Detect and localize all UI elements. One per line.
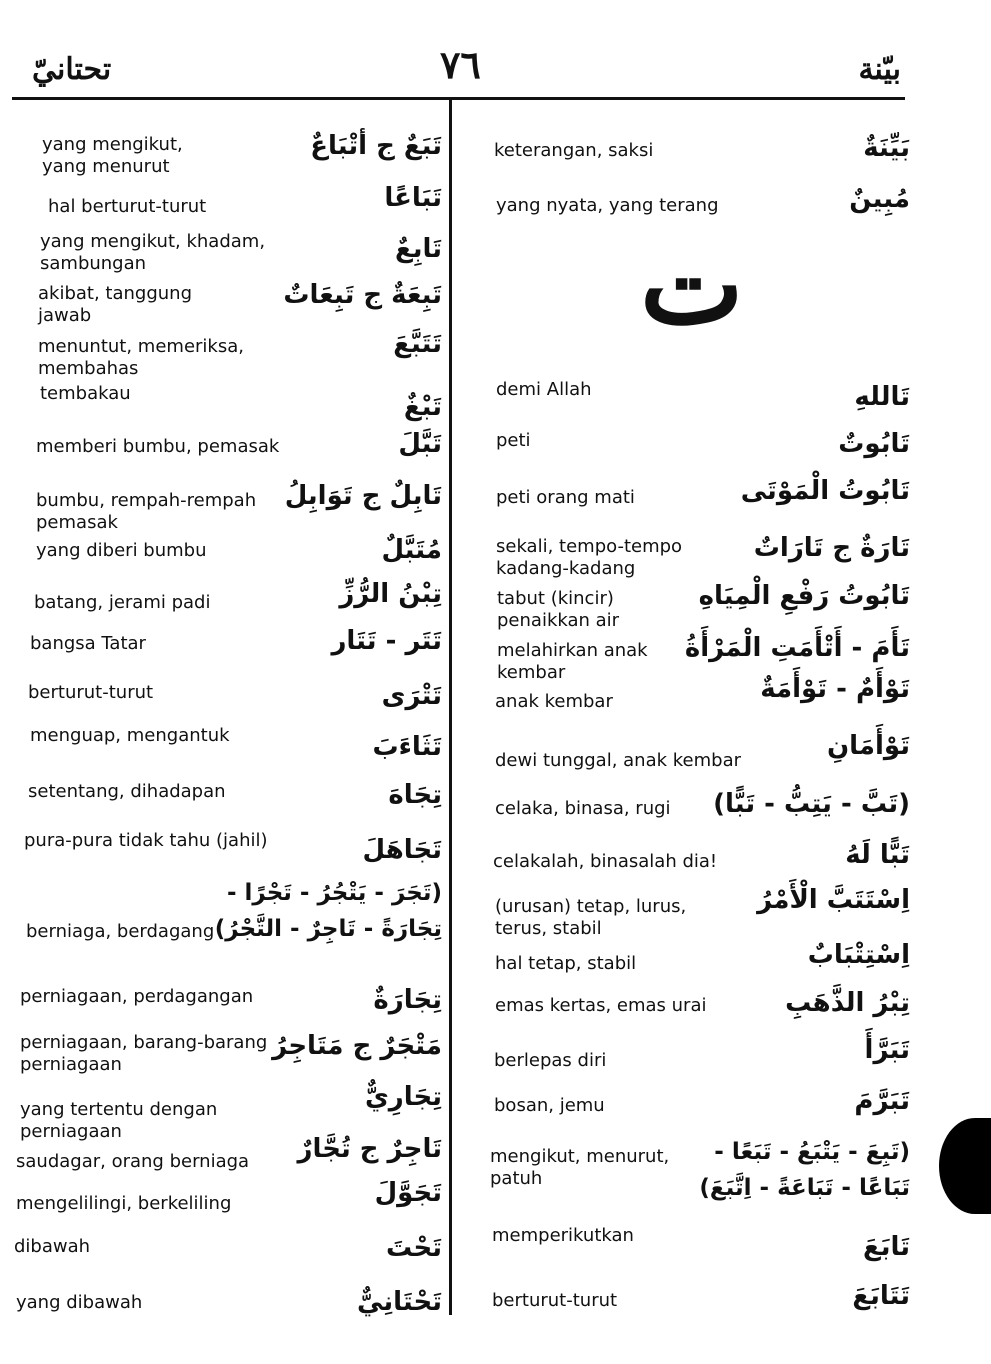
entry-meaning: bumbu, rempah-rempah pemasak — [36, 490, 257, 533]
entry-right — [495, 789, 910, 828]
entry-arabic: تَبًّا لَهُ — [845, 840, 910, 870]
entry-arabic: تَجَوَّلَ — [374, 1178, 442, 1208]
entry-arabic: تَتَر - تَتَار — [331, 626, 442, 656]
entry-arabic: مَتْجَرٌ ج مَتَاجِرُ — [272, 1031, 442, 1061]
entry-meaning: mengelilingi, berkeliling — [16, 1193, 232, 1214]
entry-left — [36, 535, 442, 570]
entry-meaning: yang mengikut, yang menurut — [42, 134, 183, 177]
entry-right — [492, 1225, 910, 1262]
entry-meaning: memberi bumbu, pemasak — [36, 436, 280, 457]
entry-meaning: berturut-turut — [28, 682, 154, 703]
entry-meaning: batang, jerami padi — [34, 592, 211, 613]
entry-meaning: bangsa Tatar — [30, 633, 146, 654]
entry-arabic: تَتَبَّعَ — [393, 329, 442, 359]
entry-right — [495, 988, 910, 1025]
entry-arabic: تَتْرَى — [381, 681, 442, 711]
header-left-word: تحتانيّ — [32, 52, 112, 87]
entry-meaning: sekali, tempo-tempo kadang-kadang — [496, 536, 683, 579]
page-number: ٧٦ — [440, 42, 481, 87]
entry-arabic: تِجَارِيٌّ — [364, 1082, 442, 1112]
entry-arabic: تَابُوتٌ — [838, 429, 910, 459]
entry-meaning: mengikut, menurut, patuh — [490, 1146, 670, 1189]
entry-right — [494, 133, 910, 170]
entry-right — [493, 840, 910, 881]
entry-arabic: مُبِينٌ — [849, 184, 910, 214]
entry-left — [16, 1178, 442, 1223]
entry-meaning: memperikutkan — [492, 1225, 634, 1246]
entry-right — [490, 1139, 910, 1201]
entry-meaning: peti orang mati — [496, 487, 635, 508]
entry-meaning: perniagaan, perdagangan — [20, 986, 254, 1007]
entry-arabic: تَحْتَ — [385, 1233, 442, 1263]
entry-meaning: yang nyata, yang terang — [496, 195, 719, 216]
entry-meaning: berturut-turut — [492, 1290, 618, 1311]
entry-left — [30, 626, 442, 663]
entry-meaning: saudagar, orang berniaga — [16, 1151, 250, 1172]
entry-arabic: (تَبَّ - يَتِبُّ - تَبًّا) — [713, 789, 910, 819]
entry-arabic: تِجَارَةٌ — [373, 985, 442, 1015]
entry-right — [492, 1281, 910, 1320]
entry-left — [40, 231, 442, 281]
entry-meaning: yang dibawah — [16, 1292, 143, 1313]
entry-arabic: تَتَابَعَ — [852, 1281, 910, 1311]
entry-left — [48, 183, 442, 226]
column-divider — [449, 100, 452, 1315]
entry-left — [28, 682, 442, 712]
entry-arabic: تَابَعَ — [862, 1232, 910, 1262]
entry-right — [496, 184, 910, 225]
entry-meaning: tembakau — [40, 383, 131, 404]
entry-arabic: مُتَبَّلٌ — [381, 535, 442, 565]
entry-arabic: تَوْأَمَانِ — [826, 731, 910, 761]
entry-meaning: pura-pura tidak tahu (jahil) — [24, 830, 268, 851]
entry-meaning: tabut (kincir) penaikkan air — [497, 588, 620, 631]
entry-meaning: peti — [496, 430, 531, 451]
entry-meaning: akibat, tanggung jawab — [38, 283, 193, 326]
entry-meaning: anak kembar — [495, 691, 613, 712]
entry-arabic: تَجَاهَلَ — [362, 835, 442, 865]
entry-meaning: menuntut, memeriksa, membahas — [38, 336, 244, 379]
entry-arabic: تَارَةٌ ج تَارَاتٌ — [753, 533, 910, 563]
entry-meaning: menguap, mengantuk — [30, 725, 230, 746]
entry-arabic: تَحْتَانِيٌّ — [357, 1287, 442, 1317]
entry-right — [496, 430, 910, 460]
entry-left — [30, 725, 442, 762]
entry-left — [28, 781, 442, 811]
entry-meaning: berlepas diri — [494, 1050, 607, 1071]
entry-meaning: emas kertas, emas urai — [495, 995, 707, 1016]
entry-arabic: تَبِعَةٌ ج تَبِعَاتٌ — [283, 280, 442, 310]
header-right-word: بيّنة — [858, 52, 901, 87]
entry-arabic: تَابُوتُ رَفْعِ الْمِيَاهِ — [698, 581, 910, 611]
entry-meaning: perniagaan, barang-barang perniagaan — [20, 1032, 268, 1075]
entry-meaning: (urusan) tetap, lurus, terus, stabil — [495, 896, 687, 939]
entry-arabic: تَبَرَّمَ — [854, 1086, 910, 1116]
entry-arabic: تَابُوتُ الْمَوْتَى — [740, 476, 910, 506]
entry-arabic: تِجَاهَ — [388, 780, 442, 810]
entry-left — [20, 986, 442, 1016]
entry-meaning: yang mengikut, khadam, sambungan — [40, 231, 266, 274]
entry-meaning: hal tetap, stabil — [495, 953, 637, 974]
entry-arabic: تَاللهِ — [854, 382, 910, 412]
entry-left — [26, 880, 442, 951]
entry-right — [496, 379, 910, 412]
section-letter: ت — [640, 220, 744, 349]
entry-left — [40, 383, 442, 423]
entry-arabic: تَبْغٌ — [403, 392, 442, 422]
thumb-index-tab — [939, 1118, 991, 1214]
entry-arabic: تَبَاعًا — [384, 183, 442, 213]
entry-arabic: تِبْرُ الذَّهَبِ — [785, 988, 910, 1018]
entry-meaning: yang tertentu dengan perniagaan — [20, 1099, 218, 1142]
entry-meaning: dewi tunggal, anak kembar — [495, 750, 742, 771]
entry-left — [42, 131, 442, 184]
entry-arabic: تَابِعٌ — [394, 234, 442, 264]
entry-meaning: celakalah, binasalah dia! — [493, 851, 718, 872]
entry-right — [494, 1086, 910, 1125]
entry-arabic: تَأَمَ - أَتْأَمَتِ الْمَرْأَةُ — [684, 633, 910, 663]
entry-meaning: dibawah — [14, 1236, 91, 1257]
entry-left — [36, 429, 442, 466]
entry-arabic: اِسْتِتْبَابٌ — [807, 940, 910, 970]
entry-right — [494, 1035, 910, 1080]
entry-arabic: (تَجَرَ - يَتْجُرُ - تَجْرًا - تِجَارَةً - تَاجِرٌ - التَّجْرُ) — [214, 880, 442, 942]
entry-left — [34, 579, 442, 622]
entry-arabic: تَثَاءَبَ — [372, 732, 442, 762]
entry-right — [495, 731, 910, 780]
entry-left — [16, 1287, 442, 1322]
entry-right — [496, 476, 910, 517]
entry-meaning: celaka, binasa, rugi — [495, 798, 671, 819]
entry-meaning: bosan, jemu — [494, 1095, 605, 1116]
entry-left — [38, 280, 442, 333]
entry-arabic: (تَبِعَ - يَتْبَعُ - تَبَعًا - تَبَاعًا - تَبَاعَةً - اِتَّبَعَ) — [699, 1139, 910, 1201]
entry-meaning: demi Allah — [496, 379, 592, 400]
entry-left — [14, 1233, 442, 1266]
entry-left — [38, 329, 442, 386]
entry-arabic: تِبْنُ الرُّزِّ — [339, 579, 442, 609]
entry-arabic: تَبَعٌ ج أتْبَاعٌ — [310, 131, 442, 161]
entry-arabic: تَوْأَمٌ - تَوْأَمَةٌ — [760, 674, 910, 704]
entry-right — [495, 940, 910, 983]
entry-meaning: yang diberi bumbu — [36, 540, 207, 561]
entry-meaning: berniaga, berdagang — [26, 921, 215, 942]
entry-arabic: تَابِلٌ ج تَوَابِلُ — [284, 481, 442, 511]
header-rule — [12, 97, 905, 100]
entry-meaning: setentang, dihadapan — [28, 781, 226, 802]
entry-left — [20, 1032, 442, 1082]
entry-right — [495, 674, 910, 721]
entry-meaning: keterangan, saksi — [494, 140, 654, 161]
entry-arabic: اِسْتَتَبَّ الْأَمْرُ — [757, 885, 910, 915]
entry-meaning: hal berturut-turut — [48, 196, 207, 217]
entry-arabic: تَبَرَّأَ — [864, 1035, 910, 1065]
entry-arabic: تَبَّلَ — [398, 429, 442, 459]
entry-meaning: melahirkan anak kembar — [497, 640, 648, 683]
entry-arabic: بَيِّنَةٌ — [863, 133, 910, 163]
entry-arabic: تَاجِرٌ ج تُجَّارٌ — [297, 1134, 442, 1164]
entry-left — [24, 830, 442, 865]
